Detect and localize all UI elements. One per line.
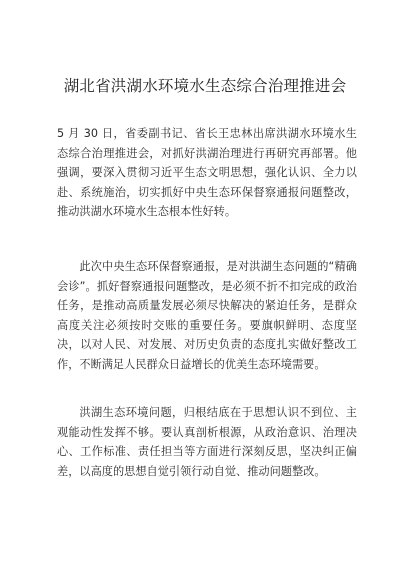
paragraph-3: 洪湖生态环境问题，归根结底在于思想认识不到位、主观能动性发挥不够。要认真剖析根源，从政治意识、治理决心、工作标准、责任担当等方面进行深刻反思，坚决纠正偏差，以高度的思想自觉引领行动自觉、推动问题整改。 xyxy=(57,406,357,478)
paragraph-1: 5 月 30 日，省委副书记、省长王忠林出席洪湖水环境水生态综合治理推进会，对抓好洪湖治理进行再研究再部署。他强调，要深入贯彻习近平生态文明思想，强化认识、全力以赴、系统施治，切实抓好中央生态环保督察通报问题整改，推动洪湖水环境水生态根本性好转。 xyxy=(57,127,357,219)
paragraph-2: 此次中央生态环保督察通报，是对洪湖生态问题的“精确会诊”。抓好督察通报问题整改，是必须不折不扣完成的政治任务，是推动高质量发展必须尽快解决的紧迫任务，是群众高度关注必须按时交账的重要任务。要旗帜鲜明、态度坚决，以对人民、对发展、对历史负责的态度扎实做好整改工作，不断满足人民群众日益增长的优美生态环境需要。 xyxy=(57,260,357,371)
document-title: 湖北省洪湖水环境水生态综合治理推进会 xyxy=(63,77,347,95)
